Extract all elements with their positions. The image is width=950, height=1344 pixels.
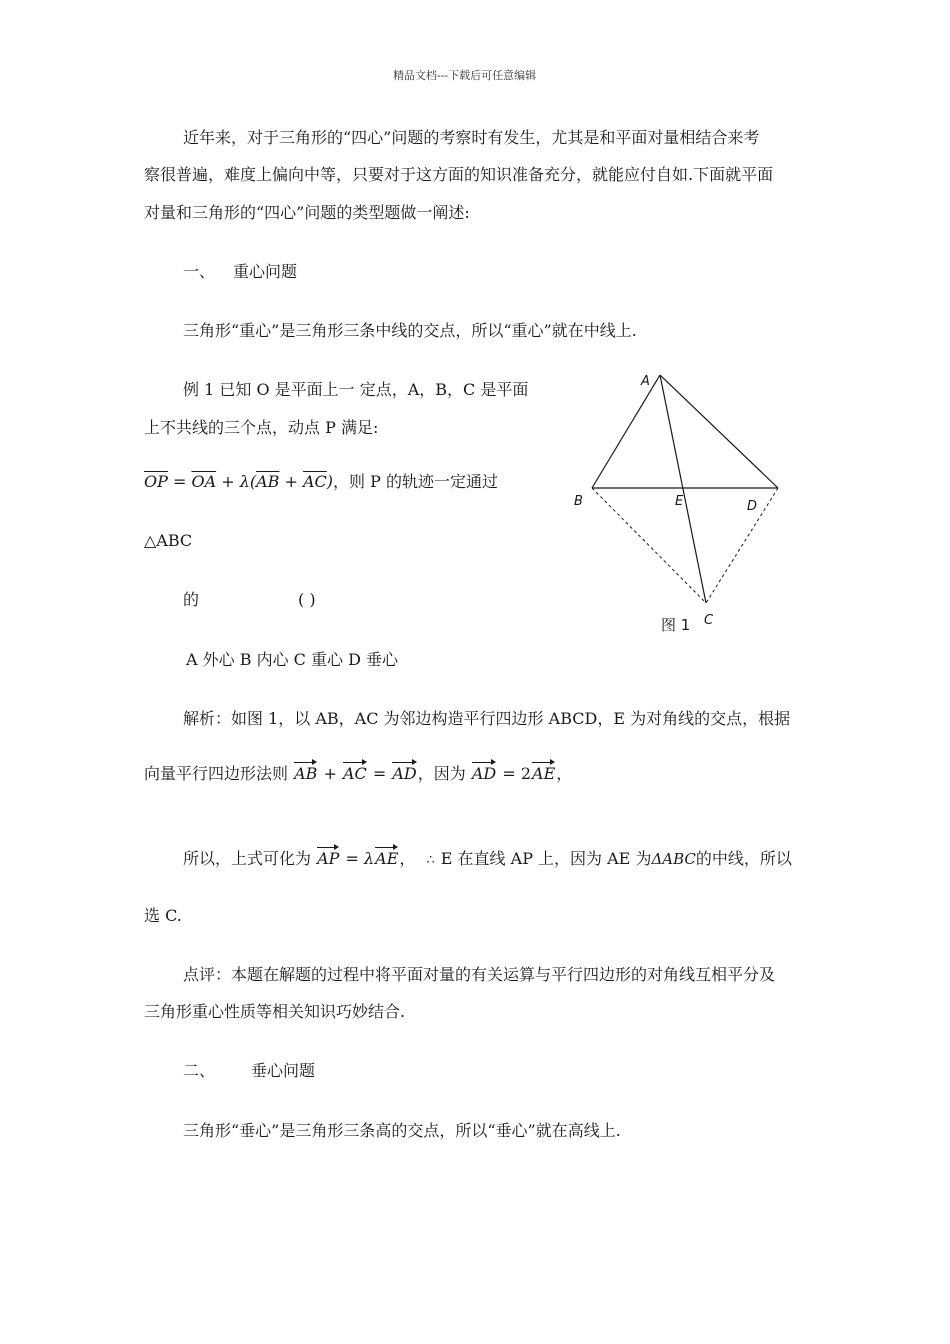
analysis-line-2a: 向量平行四边形法则 [144,764,289,783]
analysis-line-3 [183,849,792,871]
edge-dc-dashed [706,488,778,603]
plus-sign: + [216,472,240,491]
comment-line-2: 三角形重心性质等相关知识巧妙结合. [144,1002,406,1021]
vec-ab-2: AB [294,764,318,783]
figure-1 [565,363,795,663]
coef-two: 2 [520,764,532,783]
ap-formula [316,849,399,869]
eq-sign-3: = [497,764,521,783]
vec-ap: AP [317,849,340,868]
intro-line-3: 对量和三角形的“四心”问题的类型题做一阐述: [144,203,470,222]
analysis-line-3b: ， [399,849,416,868]
comment-line-1: 点评：本题在解题的过程中将平面对量的有关运算与平行四边形的对角线互相平分及 [183,965,776,984]
analysis-line-2c: ， [556,764,573,783]
page-header: 精品文档---下载后可任意编辑 [393,69,537,82]
example1-line-2: 上不共线的三个点，动点 P 满足: [144,418,379,437]
section2-number: 二、 [183,1061,216,1080]
edge-ab [592,375,660,488]
example1-line-1: 例 1 已知 O 是平面上一 定点，A，B，C 是平面 [183,380,529,399]
label-d: D [747,499,758,514]
right-paren: ) [326,472,334,491]
analysis-line-2b: ，因为 [417,764,466,783]
vec-ac: $\overline{AC}$ [303,472,327,491]
lambda-symbol-2: λ [364,849,375,868]
formula-op-p [144,472,333,492]
example1-formula-line [144,472,498,492]
analysis-line-3d: 的中线，所以 [695,849,792,868]
section1-number: 一、 [183,262,216,281]
label-b: B [574,494,583,509]
label-c: C [704,613,714,628]
delta-abc: ΔABC [651,850,696,868]
vec-ae: AE [532,764,556,783]
vec-ab: $\overline{AB}$ [256,472,280,491]
parallelogram-law-formula [293,764,418,784]
figure-caption: 图 1 [661,616,691,634]
plus-sign-2: + [279,472,303,491]
example1-triangle: △ABC [144,531,193,550]
analysis-line-1: 解析：如图 1，以 AB，AC 为邻边构造平行四边形 ABCD，E 为对角线的交点，根据 [183,709,791,728]
edge-ad [660,375,778,488]
section1-title: 重心问题 [233,262,298,281]
example1-answer-paren: ( ) [298,590,316,609]
example1-de: 的 [183,590,200,609]
section1-definition: 三角形“重心”是三角形三条中线的交点，所以“重心”就在中线上. [183,321,637,340]
vec-ad-2: AD [471,764,497,783]
label-e: E [675,494,684,509]
intro-line-2: 察很普遍，难度上偏向中等，只要对于这方面的知识准备充分，就能应付自如.下面就平面 [144,165,774,184]
vec-oa: $\overline{OA}$ [191,472,217,491]
section2-definition: 三角形“垂心”是三角形三条高的交点，所以“垂心”就在高线上. [183,1121,621,1140]
therefore-symbol: ∴ [426,853,435,868]
vec-ac-2: AC [343,764,367,783]
analysis-line-4: 选 C. [144,906,182,925]
eq-sign-2: = [367,764,392,783]
eq-sign-4: = [340,849,365,868]
vec-op: $\overline{OP}$ [144,472,168,491]
vec-ae-2: AE [375,849,399,868]
diagonal-ac [660,375,706,603]
formula-tail: ，则 P 的轨迹一定通过 [333,472,498,491]
section2-title: 垂心问题 [251,1061,316,1080]
intro-line-1: 近年来，对于三角形的“四心”问题的考察时有发生，尤其是和平面对量相结合来考 [183,128,760,147]
label-a: A [641,374,650,389]
vec-ad: AD [392,764,417,783]
example1-options: A 外心 B 内心 C 重心 D 垂心 [186,650,398,669]
lambda-symbol: λ [239,472,250,491]
analysis-line-3a: 所以，上式可化为 [183,849,312,868]
eq-sign: = [167,472,192,491]
left-paren: ( [249,472,257,491]
ad-equals-2ae-formula [471,764,556,784]
analysis-line-3c: E 在直线 AP 上，因为 AE 为 [440,849,652,868]
plus-sign-3: + [318,764,342,783]
edge-bc-dashed [592,488,706,603]
analysis-line-2 [144,764,572,784]
